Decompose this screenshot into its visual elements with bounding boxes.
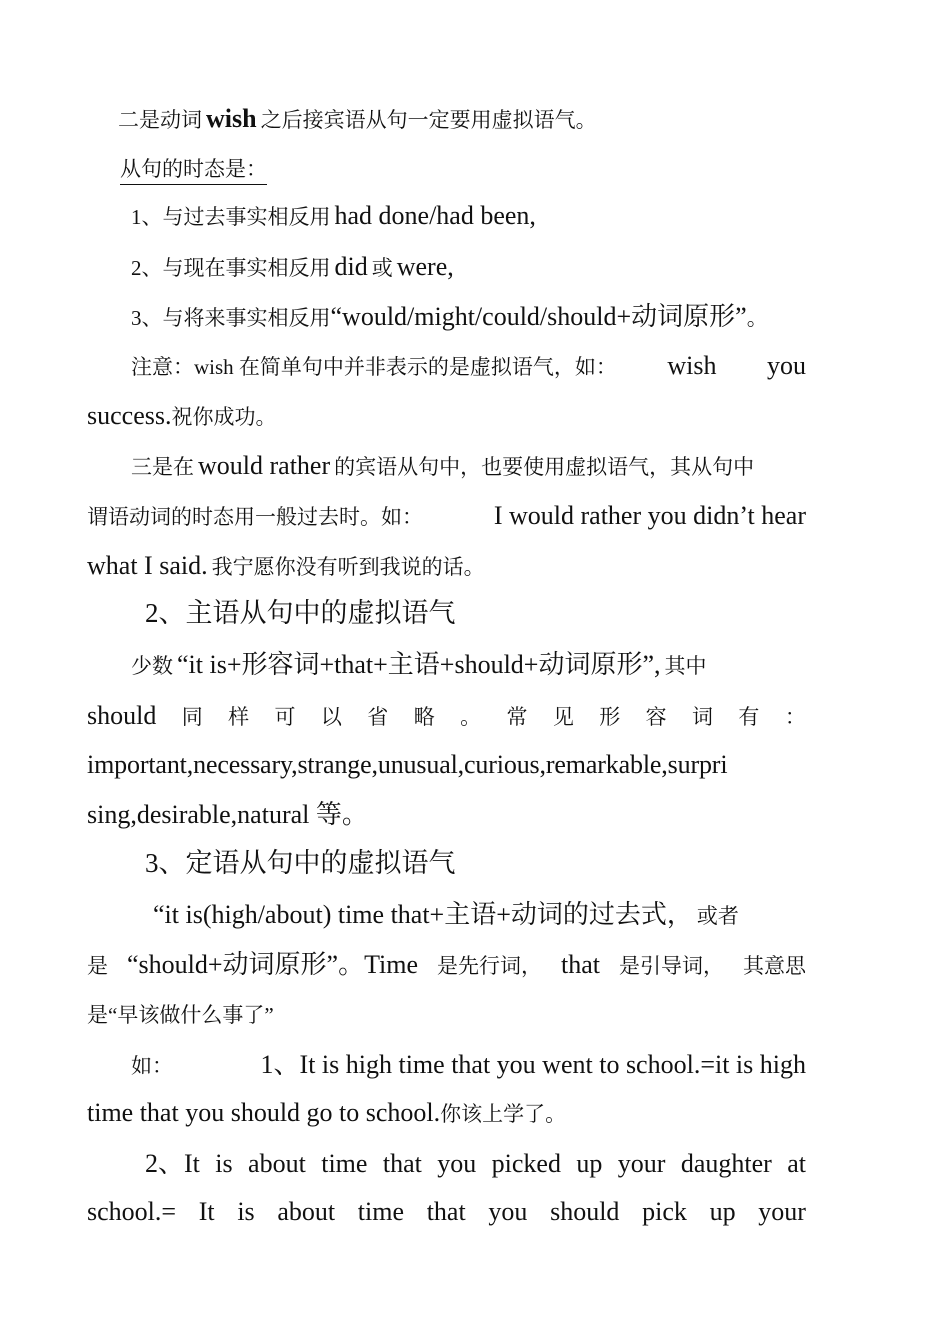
text: 谓语动词的时态用一般过去时。如： <box>87 505 423 529</box>
word: up <box>576 1149 603 1178</box>
keyword-would-rather: would rather <box>198 451 331 480</box>
rule-form: “would/might/could/should+动词原形” <box>330 302 747 331</box>
char: 见 <box>552 705 574 729</box>
text: 其中 <box>664 654 707 678</box>
text: 少数 <box>131 654 173 678</box>
word: about <box>277 1197 336 1226</box>
rule-past <box>131 203 536 229</box>
pattern: “it is(high/about) time that+主语+动词的过去式， <box>153 900 693 929</box>
line-wish-rule <box>118 106 597 132</box>
note-text: 注意：wish 在简单句中并非表示的是虚拟语气，如： <box>131 355 617 379</box>
adjective-list-cont: sing,desirable,natural 等。 <box>87 800 368 829</box>
char: 词 <box>692 705 714 729</box>
text: 是 <box>87 954 108 978</box>
char: 省 <box>367 705 389 729</box>
word: time <box>357 1197 405 1226</box>
text: 是引导词， <box>618 954 724 978</box>
char: 形 <box>599 705 621 729</box>
rule-form: were, <box>396 252 454 281</box>
time-pattern-cont <box>87 952 806 978</box>
example-2 <box>145 1151 806 1177</box>
note-line-cont <box>87 403 276 429</box>
text: 或 <box>371 256 393 280</box>
char: 容 <box>645 705 667 729</box>
keyword-wish: wish <box>206 104 257 133</box>
adjective-list: important,necessary,strange,unusual,curious,remarkable,surpri <box>87 750 728 779</box>
word: about <box>248 1149 306 1178</box>
would-rather-example-cont <box>87 553 485 579</box>
example-1 <box>131 1052 806 1078</box>
tense-heading: 从句的时态是： <box>120 159 267 185</box>
note-line <box>131 353 806 379</box>
rule-form: did <box>334 252 368 281</box>
subject-clause-rule-cont <box>87 703 806 729</box>
example-wish: wish <box>667 351 717 380</box>
text: 或者 <box>696 904 739 928</box>
would-rather-rule-cont <box>87 503 806 529</box>
translation: 你该上学了。 <box>440 1102 567 1126</box>
rule-future <box>131 304 768 330</box>
char: 常 <box>506 705 528 729</box>
word: It <box>198 1197 215 1226</box>
word: you <box>437 1149 477 1178</box>
text: 之后接宾语从句一定要用虚拟语气。 <box>260 108 597 132</box>
time-pattern-meaning: 是“早该做什么事了” <box>87 1003 274 1027</box>
subject-clause-rule <box>131 652 707 678</box>
text: 。 <box>746 306 768 330</box>
char: 可 <box>274 705 296 729</box>
word: up <box>709 1197 736 1226</box>
char: 以 <box>320 705 342 729</box>
word: you <box>488 1197 528 1226</box>
keyword-should: should <box>87 701 157 730</box>
word: 2、It <box>145 1149 200 1178</box>
char: 。 <box>460 705 482 729</box>
word: your <box>617 1149 666 1178</box>
word: time <box>321 1149 368 1178</box>
word: that <box>382 1149 422 1178</box>
word: picked <box>491 1149 561 1178</box>
section-heading-attributive-clause: 3、定语从句中的虚拟语气 <box>145 848 456 878</box>
rule-present <box>131 254 454 280</box>
example-sentence: what I said. <box>87 551 208 580</box>
char: 样 <box>228 705 250 729</box>
word: should <box>550 1197 620 1226</box>
char: ： <box>784 705 806 729</box>
text: 三是在 <box>131 455 194 479</box>
example-sentence: I would rather you didn’t hear <box>493 501 806 530</box>
word: that <box>426 1197 466 1226</box>
rule-label: 3、与将来事实相反用 <box>131 306 331 330</box>
text: 的宾语从句中，也要使用虚拟语气，其从句中 <box>334 455 755 479</box>
word: pick <box>642 1197 687 1226</box>
char: 同 <box>181 705 203 729</box>
text: 如： <box>131 1054 173 1078</box>
char: 有 <box>738 705 760 729</box>
pattern: “it is+形容词+that+主语+should+动词原形”, <box>177 650 661 679</box>
char: 略 <box>413 705 435 729</box>
word: your <box>758 1197 806 1226</box>
example-sentence: time that you should go to school. <box>87 1098 441 1127</box>
text: 其意思 <box>742 954 806 978</box>
rule-form: had done/had been, <box>334 201 536 230</box>
example-you: you <box>766 351 806 380</box>
word: school.= <box>87 1197 177 1226</box>
section-heading-subject-clause: 2、主语从句中的虚拟语气 <box>145 598 456 628</box>
rule-label: 1、与过去事实相反用 <box>131 205 331 229</box>
example-2-cont <box>87 1199 806 1225</box>
keyword-that: that <box>561 950 600 979</box>
text: 二是动词 <box>118 108 202 132</box>
rule-label: 2、与现在事实相反用 <box>131 256 331 280</box>
translation: 我宁愿你没有听到我说的话。 <box>211 555 485 579</box>
text: 是先行词， <box>437 954 543 978</box>
translation: 祝你成功。 <box>171 405 277 429</box>
word: at <box>787 1149 806 1178</box>
word: is <box>237 1197 255 1226</box>
example-success: success. <box>87 401 172 430</box>
word: daughter <box>680 1149 772 1178</box>
pattern: “should+动词原形”。Time <box>126 950 419 979</box>
example-1-cont <box>87 1100 566 1126</box>
time-pattern <box>153 902 739 928</box>
would-rather-rule <box>131 453 754 479</box>
example-sentence: 1、It is high time that you went to school.=it is high <box>260 1050 806 1079</box>
word: is <box>215 1149 233 1178</box>
